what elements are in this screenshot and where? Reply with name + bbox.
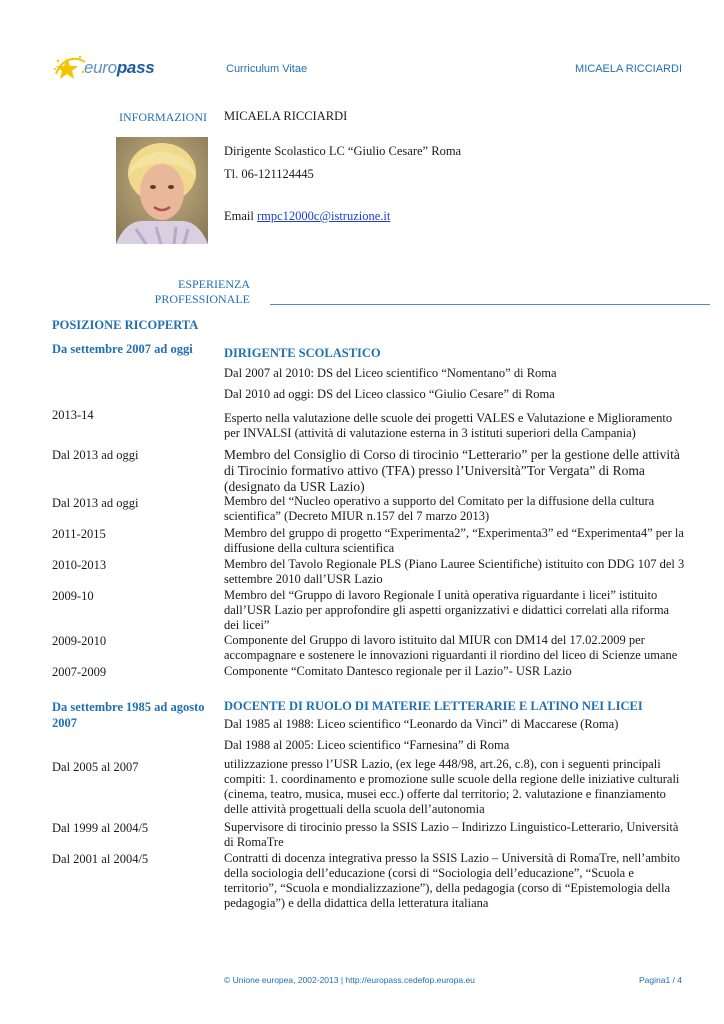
entry-text: Contratti di docenza integrativa presso la SSIS Lazio – Università di RomaTre, nell’ambito della sociologia dell’educazione (corsi di “Sociologia dell’educazione”, “Scuola e territorio”, “Scuola e mondializzazione”), della pedagogia (corso di “Epistemologia della pedagogia”) e della didattica della letteratura italiana: [224, 851, 681, 910]
entry-date: 2011-2015: [52, 527, 106, 541]
email-link[interactable]: rmpc12000c@istruzione.it: [256, 209, 391, 223]
entry-text: Esperto nella valutazione delle scuole dei progetti VALES e Valutazione e Miglioramento per INVALSI (attività di valutazione esterna in 3 istituti superiori della Campania): [224, 411, 673, 440]
entry-text: Supervisore di tirocinio presso la SSIS Lazio – Indirizzo Linguistico-Letterario, Università di RomaTre: [224, 820, 679, 849]
europass-star-icon: [52, 52, 88, 84]
block2-line: Dal 1985 al 1988: Liceo scientifico “Leonardo da Vinci” di Maccarese (Roma): [224, 717, 619, 731]
entry-text: Componente del Gruppo di lavoro istituito dal MIUR con DM14 del 17.02.2009 per accompagnare e sostenere le innovazioni riguardanti il riordino del liceo di Scienze umane: [224, 633, 678, 662]
profile-photo: [116, 137, 208, 244]
footer-page: Pagina1 / 4: [638, 975, 682, 985]
entry-text: Membro del “Nucleo operativo a supporto del Comitato per la diffusione della cultura scientifica” (Decreto MIUR n.157 del 7 marzo 2013): [224, 494, 655, 523]
entry-date: 2013-14: [52, 408, 94, 422]
section-label-line2: PROFESSIONALE: [154, 292, 250, 306]
entry-date: 2007-2009: [52, 665, 107, 679]
block2-line: Dal 1988 al 2005: Liceo scientifico “Farnesina” di Roma: [224, 738, 510, 752]
entry-date: 2010-2013: [52, 558, 107, 572]
entry-text: utilizzazione presso l’USR Lazio, (ex lege 448/98, art.26, c.8), con i seguenti principali compiti: 1. coordinamento e promozione sulle scuole della regione delle iniziative culturali (cinema, teatro, musica, musei ecc.) offerte dal territorio; 2. valutazione e finanziamento delle attività progettuali della scuola dell’autonomia: [224, 757, 680, 816]
entry-date: Dal 2005 al 2007: [52, 760, 139, 774]
section-label-informazioni: INFORMAZIONI: [119, 110, 207, 124]
email-line: [224, 209, 390, 224]
person-role: Dirigente Scolastico LC “Giulio Cesare” Roma: [224, 144, 462, 158]
block1-period: Da settembre 2007 ad oggi: [52, 342, 193, 356]
block2-period: Da settembre 1985 ad agosto 2007: [52, 700, 205, 730]
section-label-esperienza: [120, 277, 250, 307]
footer-copyright: © Unione europea, 2002-2013 | http://europass.cedefop.europa.eu: [224, 975, 475, 985]
entry-text: Membro del Consiglio di Corso di tirocinio “Letterario” per la gestione delle attività di Tirocinio formativo attivo (TFA) presso l’Università”Tor Vergata” di Roma (designato da USR Lazio): [224, 447, 680, 494]
entry-text: Membro del Tavolo Regionale PLS (Piano Lauree Scientifiche) istituito con DDG 107 del 3 settembre 2010 dall’USR Lazio: [224, 557, 685, 586]
entry-text: Membro del gruppo di progetto “Experimenta2”, “Experimenta3” ed “Experimenta4” per la diffusione della cultura scientifica: [224, 526, 684, 555]
section-divider: [270, 304, 710, 305]
email-label: Email: [224, 209, 254, 223]
entry-date: 2009-10: [52, 589, 94, 603]
entry-date: Dal 1999 al 2004/5: [52, 821, 149, 835]
cv-title: Curriculum Vitae: [226, 63, 308, 75]
block1-title: DIRIGENTE SCOLASTICO: [224, 346, 381, 360]
block1-line: Dal 2007 al 2010: DS del Liceo scientifico “Nomentano” di Roma: [224, 366, 557, 380]
entry-date: 2009-2010: [52, 634, 107, 648]
position-label: POSIZIONE RICOPERTA: [52, 318, 199, 332]
person-phone: Tl. 06-121124445: [224, 167, 314, 181]
entry-text: Componente “Comitato Dantesco regionale per il Lazio”- USR Lazio: [224, 664, 572, 678]
entry-date: Dal 2013 ad oggi: [52, 496, 139, 510]
entry-text: Membro del “Gruppo di lavoro Regionale I unità operativa riguardante i licei” istituito dall’USR Lazio per approfondire gli aspetti organizzativi e didattici correlati alla riforma dei licei”: [224, 588, 670, 632]
logo-text: europass: [84, 58, 155, 77]
entry-date: Dal 2013 ad oggi: [52, 448, 139, 462]
block2-title: DOCENTE DI RUOLO DI MATERIE LETTERARIE E LATINO NEI LICEI: [224, 699, 643, 713]
block1-line: Dal 2010 ad oggi: DS del Liceo classico “Giulio Cesare” di Roma: [224, 387, 555, 401]
entry-date: Dal 2001 al 2004/5: [52, 852, 149, 866]
header-name: MICAELA RICCIARDI: [575, 63, 682, 75]
person-name: MICAELA RICCIARDI: [224, 109, 348, 123]
europass-logo: [52, 52, 162, 86]
section-label-line1: ESPERIENZA: [178, 277, 250, 291]
